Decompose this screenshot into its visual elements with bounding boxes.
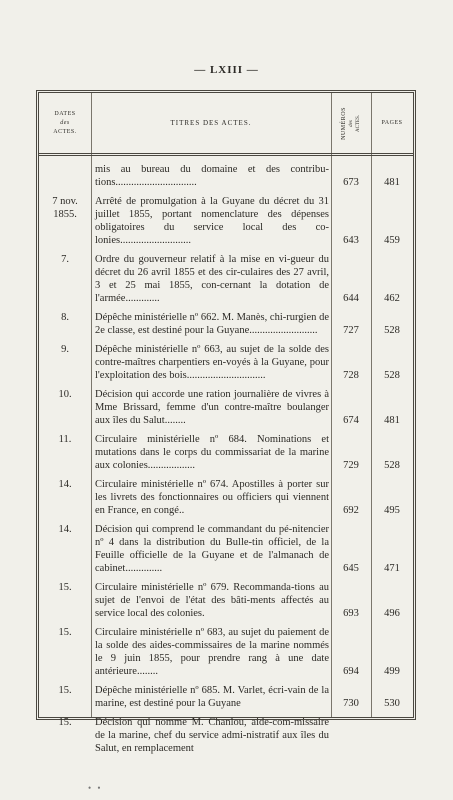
entry-date-day: 11.: [58, 434, 72, 445]
entry-date: [39, 253, 91, 266]
table-row: [39, 716, 413, 755]
entry-title: Circulaire ministérielle nº 683, au sujet du paiement de la solde des aides-commissaires de la marine nommés le 9 juin 1855, pour prendre rang à une date antérieure........: [95, 627, 329, 677]
entry-date-day: 8.: [61, 312, 69, 323]
table-row: [39, 581, 413, 620]
entry-title: Dépêche ministérielle nº 663, au sujet de la solde des contre-maîtres charpentiers en-voyés à la Guyane, pour l'exploitation des bois..............................: [95, 344, 329, 381]
header-dates: DATES des ACTES.: [53, 110, 77, 135]
entry-numero: 728: [343, 370, 359, 381]
entry-date: [39, 684, 91, 697]
table-row: [39, 626, 413, 678]
entry-page: 528: [384, 460, 400, 471]
entries-list: [39, 163, 413, 755]
entry-date-year: 1855.: [53, 209, 77, 220]
entry-date-day: 15.: [58, 717, 72, 728]
entry-date: [39, 195, 91, 221]
entry-page: 459: [384, 235, 400, 246]
entry-numero: 674: [343, 415, 359, 426]
entry-title: Décision qui nomme M. Chanlou, aide-com-missaire de la marine, chef du service admi-nistratif aux îles du Salut, en remplacement: [95, 717, 329, 754]
entry-page: 528: [384, 370, 400, 381]
entry-title: Arrêté de promulgation à la Guyane du décret du 31 juillet 1855, portant nomenclature des dépenses obligatoires du service local des co-lonies...........................: [95, 196, 329, 246]
entry-date: [39, 311, 91, 324]
entry-page: 528: [384, 325, 400, 336]
entry-numero: 693: [343, 608, 359, 619]
entry-page: 471: [384, 563, 400, 574]
entry-date-day: 15.: [58, 582, 72, 593]
entry-page: 530: [384, 698, 400, 709]
entry-date-day: 7 nov.: [52, 196, 78, 207]
entry-page: 499: [384, 666, 400, 677]
entry-date-day: 10.: [58, 389, 72, 400]
entry-date-day: 14.: [58, 524, 72, 535]
entry-date-day: 14.: [58, 479, 72, 490]
entry-date: [39, 343, 91, 356]
acts-table: [36, 90, 416, 754]
entry-date: [39, 716, 91, 729]
entry-page: 481: [384, 177, 400, 188]
header-numeros: NUMÉROS des ACTES.: [340, 106, 361, 140]
table-row: [39, 311, 413, 337]
entry-page: 481: [384, 415, 400, 426]
entry-title: Décision qui comprend le commandant du pé-nitencier nº 4 dans la distribution du Bulle-tin officiel, de la Feuille officielle de la Guyane et de l'almanach de cabinet..............: [95, 524, 329, 574]
entry-date: [39, 478, 91, 491]
entry-title: Circulaire ministérielle nº 684. Nominations et mutations dans le corps du commissariat de la marine aux colonies..................: [95, 434, 329, 471]
entry-date: [39, 581, 91, 594]
entry-numero: 692: [343, 505, 359, 516]
entry-numero: 727: [343, 325, 359, 336]
entry-date-day: 9.: [61, 344, 69, 355]
entry-page: 495: [384, 505, 400, 516]
entry-date-day: 7.: [61, 254, 69, 265]
entry-title: Circulaire ministérielle nº 674. Apostilles à porter sur les livrets des fonctionnaires ou officiers qui viennent en France, en congé..: [95, 479, 329, 516]
entry-page: 496: [384, 608, 400, 619]
table-row: [39, 478, 413, 517]
entry-date-day: 15.: [58, 685, 72, 696]
table-row: [39, 253, 413, 305]
table-row: [39, 163, 413, 189]
entry-numero: 730: [343, 698, 359, 709]
entry-date: [39, 626, 91, 639]
entry-date: [39, 523, 91, 536]
entry-page: 462: [384, 293, 400, 304]
table-row: [39, 195, 413, 247]
header-pages: PAGES: [381, 120, 403, 126]
entry-title: mis au bureau du domaine et des contribu-tions...............................: [95, 164, 329, 188]
entry-numero: 643: [343, 235, 359, 246]
entry-numero: 694: [343, 666, 359, 677]
entry-date-day: 15.: [58, 627, 72, 638]
page-number: — LXIII —: [194, 64, 259, 76]
table-row: [39, 684, 413, 710]
table-row: [39, 388, 413, 427]
table-row: [39, 523, 413, 575]
footer-mark: • •: [88, 783, 103, 793]
table-row: [39, 433, 413, 472]
entry-title: Dépêche ministérielle nº 662. M. Manès, chi-rurgien de 2e classe, est destiné pour la Guyane..........................: [95, 312, 329, 336]
entry-title: Décision qui accorde une ration journalière de vivres à Mme Brissard, femme d'un contre-maître boulanger aux îles du Salut........: [95, 389, 329, 426]
entry-title: Dépêche ministérielle nº 685. M. Varlet, écri-vain de la marine, est destiné pour la Guyane: [95, 685, 329, 709]
entry-numero: 729: [343, 460, 359, 471]
entry-title: Ordre du gouverneur relatif à la mise en vi-gueur du décret du 26 avril 1855 et des cir-culaires des 27 avril, 3 et 25 mai 1855, con-cernant la dotation de l'armée.............: [95, 254, 329, 304]
entry-numero: 673: [343, 177, 359, 188]
header-titres: TITRES DES ACTES.: [170, 119, 252, 127]
entry-numero: 644: [343, 293, 359, 304]
entry-date: [39, 388, 91, 401]
header-rule: [39, 153, 413, 156]
entry-title: Circulaire ministérielle nº 679. Recommanda-tions au sujet de l'envoi de l'état des bâti-ments affectés au service local des colonies.: [95, 582, 329, 619]
entry-numero: 645: [343, 563, 359, 574]
table-row: [39, 343, 413, 382]
entry-date: [39, 433, 91, 446]
